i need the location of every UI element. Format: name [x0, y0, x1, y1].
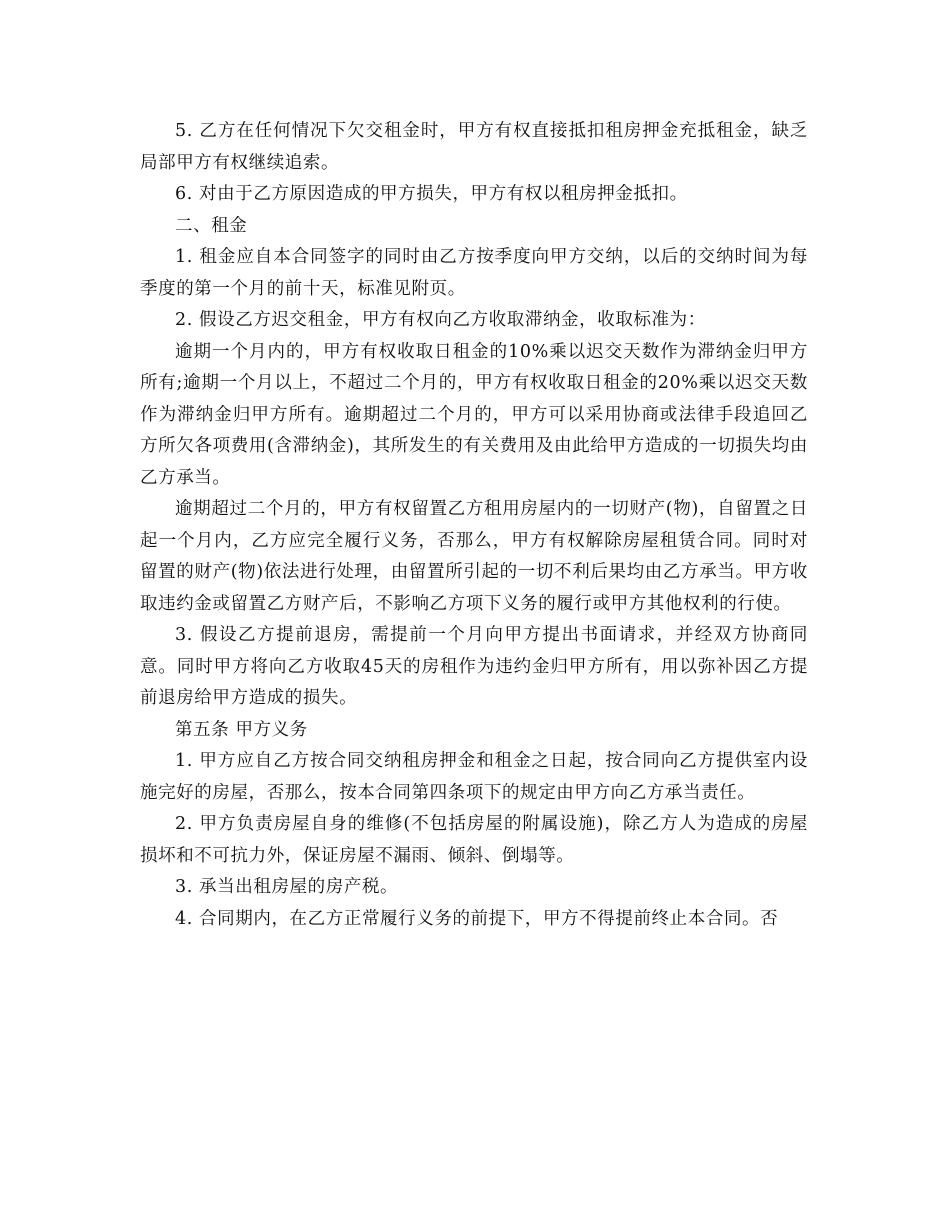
paragraph-duty-1: 1. 甲方应自乙方按合同交纳租房押金和租金之日起，按合同向乙方提供室内设施完好的房屋，否那么，按本合同第四条项下的规定由甲方向乙方承当责任。: [140, 751, 808, 803]
paragraph-duty-4: 4. 合同期内，在乙方正常履行义务的前提下，甲方不得提前终止本合同。否: [175, 908, 779, 929]
paragraph-late-fee: 逾期一个月内的，甲方有权收取日租金的10%乘以迟交天数作为滞纳金归甲方所有;逾期一个月以上，不超过二个月的，甲方有权收取日租金的20%乘以迟交天数作为滞纳金归甲方所有。逾期超过二个月的，甲方可以采用协商或法律手段追回乙方所欠各项费用(含滞纳金)，其所发生的有关费用及由此给甲方造成的一切损失均由乙方承当。: [140, 341, 808, 488]
paragraph-rent-1: 1. 租金应自本合同签字的同时由乙方按季度向甲方交纳，以后的交纳时间为每季度的第一个月的前十天，标准见附页。: [140, 247, 808, 299]
paragraph-duty-3: 3. 承当出租房屋的房产税。: [175, 877, 399, 897]
document-body: [140, 116, 808, 935]
paragraph-rent-3: 3. 假设乙方提前退房，需提前一个月向甲方提出书面请求，并经双方协商同意。同时甲方将向乙方收取45天的房租作为违约金归甲方所有，用以弥补因乙方提前退房给甲方造成的损失。: [140, 625, 808, 708]
paragraph-duty-2: 2. 甲方负责房屋自身的维修(不包括房屋的附属设施)，除乙方人为造成的房屋损坏和不可抗力外，保证房屋不漏雨、倾斜、倒塌等。: [140, 814, 808, 866]
paragraph-rent-2: 2. 假设乙方迟交租金，甲方有权向乙方收取滞纳金，收取标准为：: [175, 310, 706, 330]
paragraph-clause-6: 6. 对由于乙方原因造成的甲方损失，甲方有权以租房押金抵扣。: [175, 184, 688, 204]
section-heading-rent: 二、租金: [175, 215, 248, 236]
section-heading-article-5: 第五条 甲方义务: [175, 719, 308, 740]
paragraph-lien: 逾期超过二个月的，甲方有权留置乙方租用房屋内的一切财产(物)，自留置之日起一个月内，乙方应完全履行义务，否那么，甲方有权解除房屋租赁合同。同时对留置的财产(物)依法进行处理，由留置所引起的一切不利后果均由乙方承当。甲方收取违约金或留置乙方财产后，不影响乙方项下义务的履行或甲方其他权利的行使。: [140, 499, 808, 614]
paragraph-clause-5: 5. 乙方在任何情况下欠交租金时，甲方有权直接抵扣租房押金充抵租金，缺乏局部甲方有权继续追索。: [140, 121, 808, 173]
